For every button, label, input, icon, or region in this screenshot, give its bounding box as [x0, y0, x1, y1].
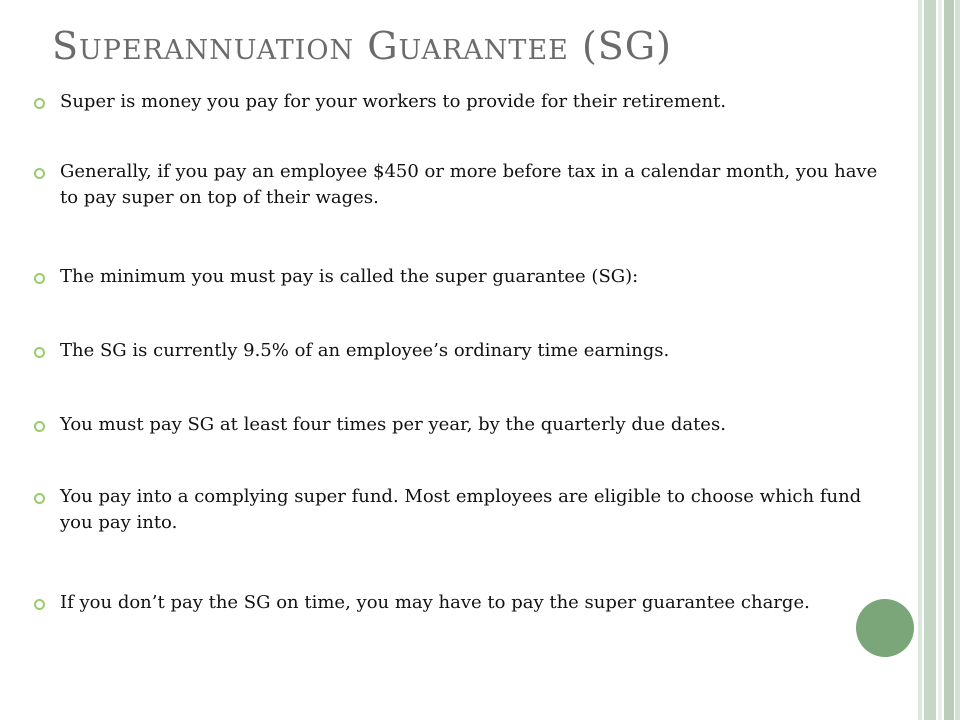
- bullet-text: The SG is currently 9.5% of an employee’s ordinary time earnings.: [60, 340, 670, 361]
- bullet-icon: [34, 421, 45, 432]
- bullet-icon: [34, 273, 45, 284]
- bullet-icon: [34, 493, 45, 504]
- bullet-text: Super is money you pay for your workers to provide for their retirement.: [60, 91, 727, 112]
- bullet-text: You must pay SG at least four times per year, by the quarterly due dates.: [60, 414, 726, 435]
- bullet-text: If you don’t pay the SG on time, you may have to pay the super guarantee charge.: [60, 592, 810, 613]
- bullet-icon: [34, 347, 45, 358]
- bullet-icon: [34, 168, 45, 179]
- slide-title: Superannuation Guarantee (SG): [52, 24, 672, 68]
- bullet-text: Generally, if you pay an employee $450 or more before tax in a calendar month, you have to pay super on top of their wages.: [60, 161, 878, 208]
- bullet-icon: [34, 599, 45, 610]
- bullet-icon: [34, 98, 45, 109]
- bullet-text: You pay into a complying super fund. Most employees are eligible to choose which fund you pay into.: [60, 486, 862, 533]
- bullet-text: The minimum you must pay is called the super guarantee (SG):: [60, 266, 639, 287]
- right-decorative-stripes: [918, 0, 960, 720]
